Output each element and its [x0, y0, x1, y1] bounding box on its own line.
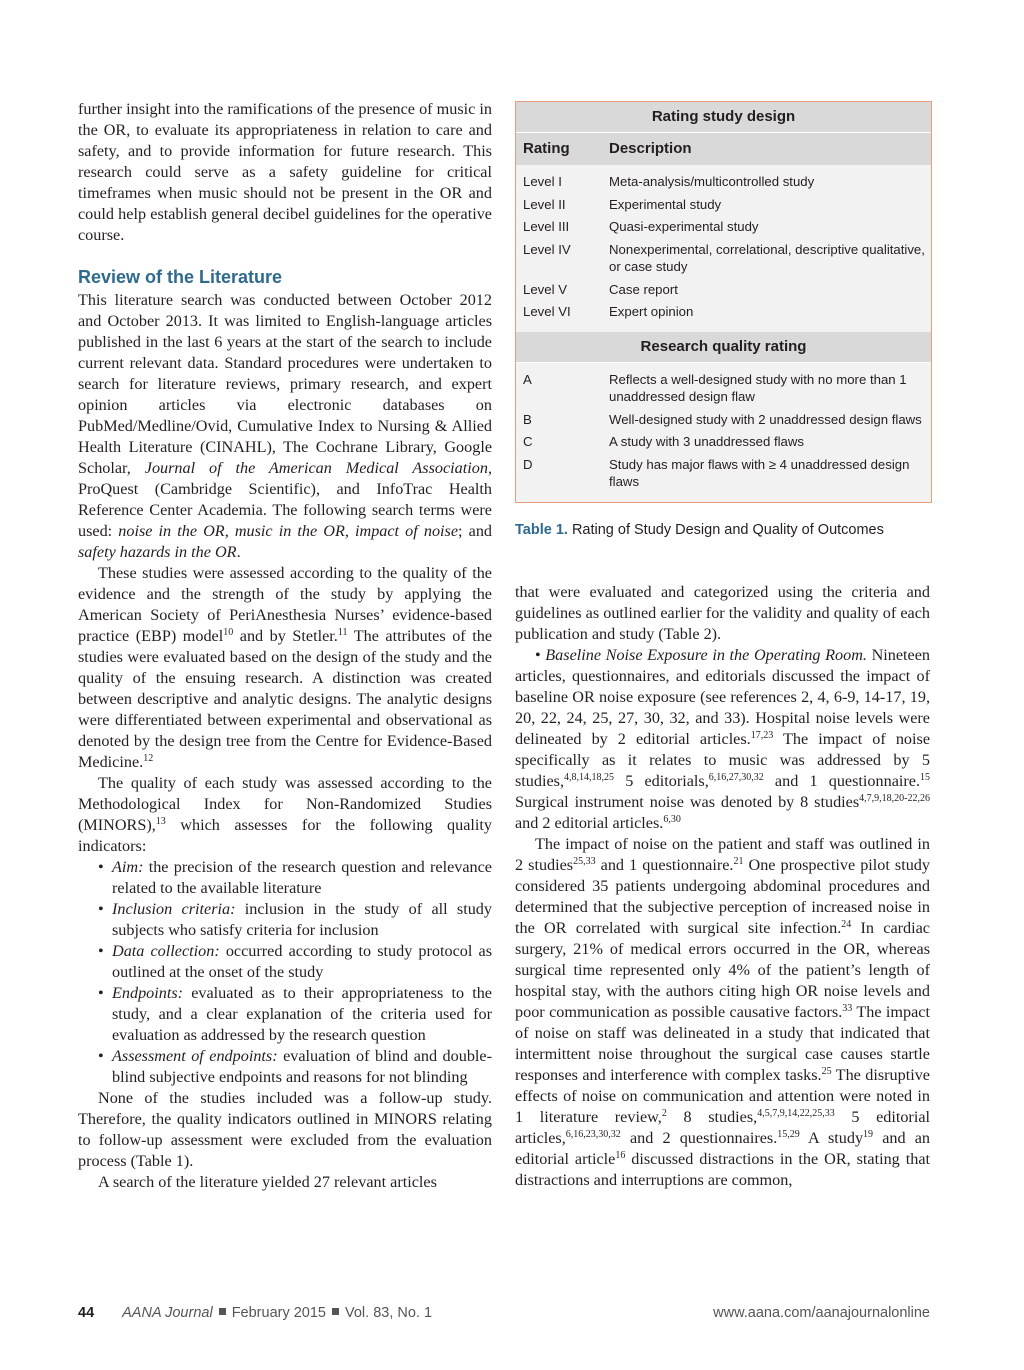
row-description: Reflects a well-designed study with no more than 1 unaddressed design flaw — [609, 371, 907, 404]
row-rating: Level III — [523, 219, 570, 234]
table-row — [516, 433, 931, 451]
row-rating: Level IV — [523, 241, 571, 257]
search-text-1: This literature search was conducted between October 2012 and October 2013. It was limited to English-language articles published in the last 6 years at the start of the search to include current relevant data. Standard procedures were undertaken to search for literature reviews, primary research, and expert opinion articles via electronic databases on PubMed/Medline/Ovid, Cumulative Index to Nursing & Allied Health Literature (CINAHL), The Cochrane Library, Google Scholar, — [78, 291, 492, 477]
ref-superscript: 6,30 — [663, 814, 681, 825]
quality-indicator-list — [78, 857, 492, 1088]
search-end: . — [236, 543, 241, 561]
minors-text-1: The quality of each study was assessed according to the Methodological Index for Non-Randomized Studies (MINORS), — [78, 774, 492, 834]
bullet-term: Inclusion criteria: — [112, 900, 236, 918]
assess-paragraph — [78, 563, 492, 773]
row-description: A study with 3 unaddressed flaws — [609, 434, 804, 449]
page-footer — [78, 1305, 930, 1321]
volume-info: Vol. 83, No. 1 — [345, 1305, 433, 1321]
caption-text: Rating of Study Design and Quality of Outcomes — [567, 522, 884, 538]
journal-url[interactable]: www.aana.com/aanajournalonline — [713, 1305, 930, 1321]
ref-superscript: 11 — [337, 627, 348, 638]
ref-superscript: 21 — [733, 856, 744, 867]
ref-superscript: 25 — [821, 1066, 832, 1077]
left-column — [78, 99, 492, 1193]
table-1 — [515, 101, 932, 503]
table-title-design: Rating study design — [516, 102, 931, 133]
table-row — [516, 241, 931, 276]
ref-superscript: 33 — [842, 1003, 853, 1014]
ref-superscript: 12 — [143, 753, 154, 764]
ref-superscript: 25,33 — [573, 856, 596, 867]
table-row — [516, 173, 931, 191]
baseline-paragraph — [515, 645, 930, 834]
list-item — [78, 983, 492, 1046]
impact-text: The impact of noise on the patient and staff was outlined in 2 studies — [515, 835, 930, 874]
row-description: Study has major flaws with ≥ 4 unaddressed design flaws — [609, 456, 910, 489]
section-heading-review: Review of the Literature — [78, 267, 283, 287]
baseline-text: and 1 questionnaire. — [763, 772, 920, 790]
impact-text: and 1 questionnaire. — [595, 856, 734, 874]
bullet-dot: • — [98, 1047, 104, 1065]
row-description: Quasi-experimental study — [609, 219, 759, 234]
table-title-quality: Research quality rating — [516, 332, 931, 363]
ref-superscript: 19 — [863, 1129, 874, 1140]
search-and: ; and — [458, 522, 493, 540]
row-description: Nonexperimental, correlational, descriptive qualitative, or case study — [609, 241, 925, 274]
baseline-text: and 2 editorial articles. — [515, 814, 664, 832]
bullet-term: Endpoints: — [112, 984, 184, 1002]
impact-paragraph — [515, 834, 930, 1191]
design-rows — [516, 165, 931, 332]
table-row — [516, 411, 931, 429]
table-column-headers — [516, 133, 931, 165]
ref-superscript: 6,16,27,30,32 — [708, 772, 764, 783]
bullet-term: Data collection: — [112, 942, 220, 960]
ref-superscript: 4,8,14,18,25 — [564, 772, 615, 783]
table-caption — [515, 520, 930, 541]
table-row — [516, 303, 931, 321]
bullet-dot: • — [98, 984, 104, 1002]
row-rating: C — [523, 434, 533, 449]
baseline-text: The impact of noise specifically as it relates to music was addressed by 5 studies, — [515, 730, 930, 790]
page-number: 44 — [78, 1305, 95, 1321]
ref-superscript: 15,29 — [777, 1129, 800, 1140]
bullet-dot: • — [98, 858, 104, 876]
col-header-rating: Rating — [523, 140, 570, 157]
bullet-text: inclusion in the study of all study subjects who satisfy criteria for inclusion — [112, 900, 492, 939]
journal-title: AANA Journal — [122, 1305, 213, 1321]
row-rating: Level V — [523, 281, 567, 297]
impact-text: and 2 questionnaires. — [620, 1129, 778, 1147]
impact-text: The impact of noise on staff was delineated in a study that indicated that intermittent noise throughout the surgical case causes startle responses and interference with complex tasks. — [515, 1003, 930, 1084]
ref-superscript: 4,7,9,18,20-22,26 — [859, 793, 930, 804]
assess-text-1: These studies were assessed according to the quality of the evidence and the strength of the study by applying the American Society of PeriAnesthesia Nurses’ evidence-based practice (EBP) model — [78, 564, 492, 645]
bullet-term: Aim: — [112, 858, 144, 876]
row-description: Experimental study — [609, 196, 722, 212]
table-row — [516, 371, 931, 406]
ref-superscript: 16 — [615, 1150, 626, 1161]
list-item — [78, 857, 492, 899]
separator-square-icon — [332, 1308, 339, 1315]
row-rating: Level I — [523, 174, 562, 189]
row-rating: A — [523, 371, 532, 387]
journal-name: Journal of the American Medical Association — [144, 459, 488, 477]
issue-date: February 2015 — [231, 1305, 326, 1321]
bullet-dot: • — [535, 646, 546, 664]
baseline-text: Surgical instrument noise was denoted by 8 studies — [515, 793, 860, 811]
list-item — [78, 941, 492, 983]
search-terms-2: safety hazards in the OR — [78, 543, 237, 561]
row-rating: Level VI — [523, 304, 571, 319]
bullet-dot: • — [98, 900, 104, 918]
table-row — [516, 196, 931, 214]
separator-square-icon — [219, 1308, 226, 1315]
bullet-dot: • — [98, 942, 104, 960]
caption-label: Table 1. — [515, 522, 568, 538]
impact-text: 8 studies, — [666, 1108, 758, 1126]
ref-superscript: 15 — [920, 772, 930, 783]
search-paragraph — [78, 290, 492, 563]
impact-text: and an editorial article — [515, 1129, 930, 1168]
baseline-text: Nineteen articles, questionnaires, and editorials discussed the impact of baseline OR noise exposure (see references 2, 4, 6-9, 14-17, 19, 20, 22, 24, 25, 27, 30, 32, and 33). Hospital noise levels were delineated by 2 editorial articles. — [515, 646, 930, 748]
impact-text: In cardiac surgery, 21% of medical errors occurred in the OR, whereas surgical time represented only 4% of the patient’s length of hospital stay, with the authors citing high OR noise levels and poor communication as possible causative factors. — [515, 919, 930, 1021]
bullet-text: evaluation of blind and double-blind subjective endpoints and reasons for not blinding — [112, 1047, 492, 1086]
impact-text: The disruptive effects of noise on communication and attention were noted in 1 literature review, — [515, 1066, 930, 1126]
none-followup-paragraph: None of the studies included was a follow-up study. Therefore, the quality indicators outlined in MINORS relating to follow-up assessment were excluded from the evaluation process (Table 1). — [78, 1089, 492, 1170]
impact-text: A study — [799, 1129, 864, 1147]
search-yield-paragraph: A search of the literature yielded 27 relevant articles — [98, 1173, 437, 1191]
list-item — [78, 899, 492, 941]
search-text-2: , ProQuest (Cambridge Scientific), and InfoTrac Health Reference Center Academia. The following search terms were used: — [78, 459, 492, 540]
impact-text: 5 editorial articles, — [515, 1108, 930, 1147]
impact-text: discussed distractions in the OR, stating that distractions and interruptions are common, — [515, 1150, 931, 1189]
row-description: Well-designed study with 2 unaddressed design flaws — [609, 411, 922, 427]
ref-superscript: 17,23 — [750, 730, 774, 741]
table-row — [516, 218, 931, 236]
bullet-text: occurred according to study protocol as outlined at the onset of the study — [112, 942, 492, 981]
baseline-text: 5 editorials, — [614, 772, 709, 790]
continued-paragraph: that were evaluated and categorized using the criteria and guidelines as outlined earlier for the validity and quality of each publication and study (Table 2). — [515, 583, 930, 643]
impact-text: One prospective pilot study considered 35 patients undergoing abdominal procedures and determined that the subjective perception of increased noise in the OR correlated with surgical site infection. — [515, 856, 930, 937]
table-row — [516, 456, 931, 491]
baseline-heading: Baseline Noise Exposure in the Operating Room. — [545, 646, 867, 664]
assess-text-3: The attributes of the studies were evaluated based on the design of the study and the quality of the ensuing research. A distinction was created between descriptive and analytic designs. The analytic designs were differentiated between experimental and observational as denoted by the design tree from the Centre for Evidence-Based Medicine. — [78, 627, 492, 771]
minors-paragraph — [78, 773, 492, 857]
col-header-description: Description — [609, 140, 692, 157]
right-column — [515, 582, 930, 1191]
table-row — [516, 281, 931, 299]
row-rating: D — [523, 456, 533, 472]
bullet-text: the precision of the research question and relevance related to the available literature — [112, 858, 492, 897]
bullet-term: Assessment of endpoints: — [112, 1047, 278, 1065]
quality-rows — [516, 363, 931, 502]
row-description: Expert opinion — [609, 304, 694, 319]
row-rating: B — [523, 411, 532, 427]
ref-superscript: 10 — [223, 627, 234, 638]
intro-paragraph-continued: further insight into the ramifications of the presence of music in the OR, to evaluate its appropriateness in relation to care and safety, and to provide information for future research. This research could serve as a safety guideline for critical timeframes when music should not be present in the OR and could help establish general decibel guidelines for the operative course. — [78, 100, 492, 244]
row-rating: Level II — [523, 196, 566, 212]
minors-text-2: which assesses for the following quality indicators: — [78, 816, 492, 855]
ref-superscript: 24 — [841, 919, 852, 930]
ref-superscript: 13 — [155, 816, 166, 827]
row-description: Meta-analysis/multicontrolled study — [609, 174, 815, 189]
ref-superscript: 6,16,23,30,32 — [565, 1129, 621, 1140]
list-item — [78, 1046, 492, 1088]
bullet-text: evaluated as to their appropriateness to the study, and a clear explanation of the criteria used for evaluation as addressed by the research question — [112, 984, 492, 1044]
assess-text-2: and by Stetler. — [233, 627, 338, 645]
ref-superscript: 4,5,7,9,14,22,25,33 — [757, 1108, 835, 1119]
search-terms: noise in the OR, music in the OR, impact of noise — [118, 522, 459, 540]
ref-superscript: 2 — [661, 1108, 667, 1119]
row-description: Case report — [609, 281, 678, 297]
